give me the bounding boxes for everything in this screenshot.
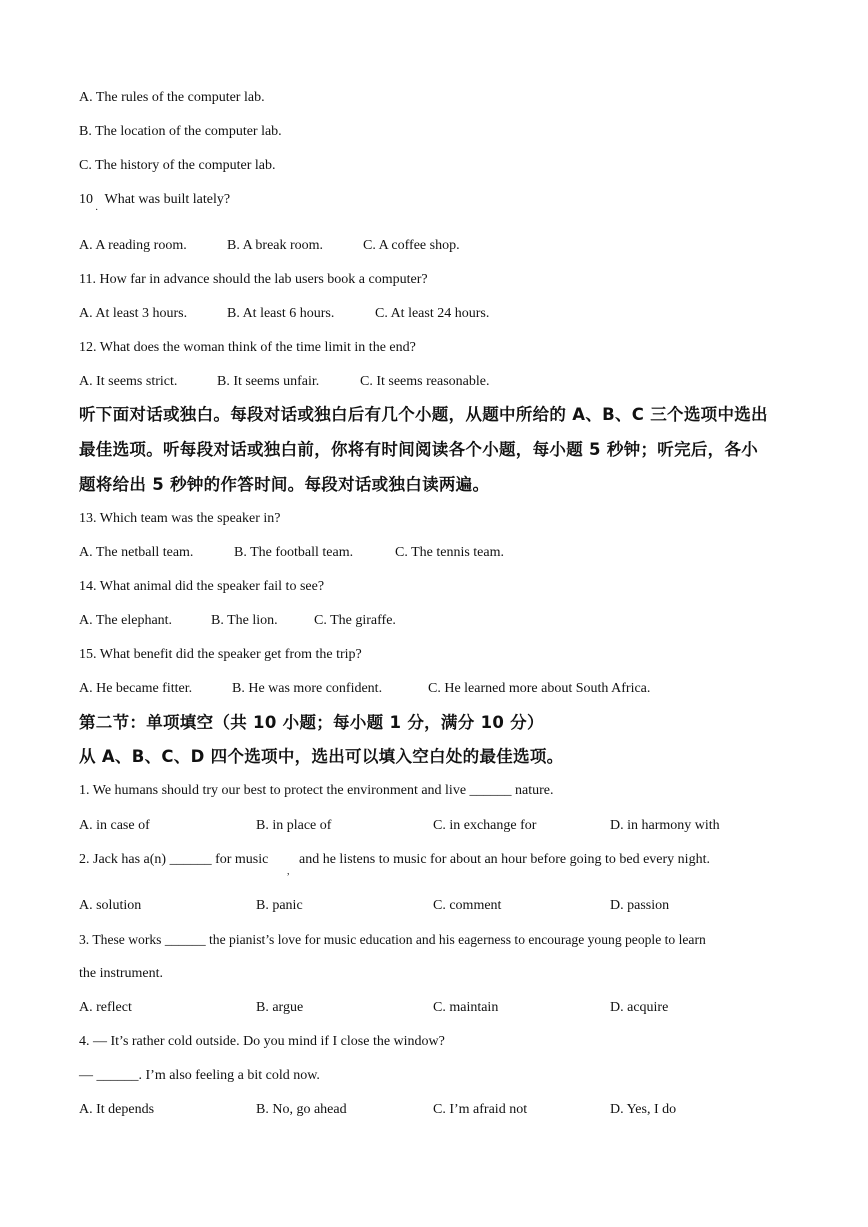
q1-option-c: C. in exchange for [433, 818, 537, 833]
stray-dot: · [95, 205, 99, 216]
q4-option-d: D. Yes, I do [610, 1102, 677, 1117]
q11-question: 11. How far in advance should the lab users book a computer? [79, 272, 428, 287]
q3-option-c: C. maintain [433, 1000, 499, 1015]
q12-option-a: A. It seems strict. [79, 374, 178, 389]
q11-option-c: C. At least 24 hours. [375, 306, 490, 321]
q10-option-b: B. A break room. [227, 238, 324, 253]
q10-question [79, 191, 230, 209]
q2-text-part2: and he listens to music for about an hour before going to bed every night. [299, 852, 710, 867]
q13-question: 13. Which team was the speaker in? [79, 511, 281, 526]
instruction-line-2: 最佳选项。听每段对话或独白前，你将有时间阅读各个小题，每小题 5 秒钟；听完后，各小 [79, 440, 759, 459]
q10-number: 10 [79, 192, 93, 207]
section2-heading: 第二节：单项填空（共 10 小题；每小题 1 分，满分 10 分） [79, 713, 544, 732]
q2-option-b: B. panic [256, 898, 303, 913]
q4-question-line1: 4. — It’s rather cold outside. Do you mind if I close the window? [79, 1034, 445, 1049]
q9-option-a: A. The rules of the computer lab. [79, 90, 265, 105]
q11-option-a: A. At least 3 hours. [79, 306, 188, 321]
q2-option-a: A. solution [79, 898, 142, 913]
q3-option-a: A. reflect [79, 1000, 132, 1015]
instruction-line-3: 题将给出 5 秒钟的作答时间。每段对话或独白读两遍。 [79, 475, 490, 494]
q9-option-c: C. The history of the computer lab. [79, 158, 276, 173]
q14-option-c: C. The giraffe. [314, 613, 396, 628]
q4-option-b: B. No, go ahead [256, 1102, 347, 1117]
q13-option-c: C. The tennis team. [395, 545, 504, 560]
q1-option-a: A. in case of [79, 818, 150, 833]
q15-option-c: C. He learned more about South Africa. [428, 681, 651, 696]
q10-option-a: A. A reading room. [79, 238, 187, 253]
q1-question: 1. We humans should try our best to protect the environment and live ______ nature. [79, 783, 554, 798]
q15-option-a: A. He became fitter. [79, 681, 193, 696]
q4-question-line2: — ______. I’m also feeling a bit cold now. [79, 1068, 320, 1083]
q4-option-c: C. I’m afraid not [433, 1102, 528, 1117]
q1-option-b: B. in place of [256, 818, 332, 833]
q3-option-d: D. acquire [610, 1000, 669, 1015]
q11-option-b: B. At least 6 hours. [227, 306, 335, 321]
q1-option-d: D. in harmony with [610, 818, 720, 833]
q10-text: What was built lately? [104, 192, 231, 207]
q2-text-part1: 2. Jack has a(n) ______ for music [79, 852, 269, 867]
q14-option-a: A. The elephant. [79, 613, 173, 628]
q4-option-a: A. It depends [79, 1102, 155, 1117]
q13-option-b: B. The football team. [234, 545, 354, 560]
q2-option-c: C. comment [433, 898, 502, 913]
q3-option-b: B. argue [256, 1000, 304, 1015]
q14-question: 14. What animal did the speaker fail to see? [79, 579, 325, 594]
q12-option-b: B. It seems unfair. [217, 374, 320, 389]
q13-option-a: A. The netball team. [79, 545, 194, 560]
q9-option-b: B. The location of the computer lab. [79, 124, 282, 139]
q12-option-c: C. It seems reasonable. [360, 374, 490, 389]
stray-comma: , [287, 866, 290, 877]
q3-question-line1: 3. These works ______ the pianist’s love for music education and his eagerness to encourage young people to learn [79, 932, 706, 947]
q15-question: 15. What benefit did the speaker get from the trip? [79, 647, 362, 662]
q10-option-c: C. A coffee shop. [363, 238, 460, 253]
q14-option-b: B. The lion. [211, 613, 278, 628]
section2-instruction: 从 A、B、C、D 四个选项中，选出可以填入空白处的最佳选项。 [79, 747, 564, 766]
q12-question: 12. What does the woman think of the time limit in the end? [79, 340, 416, 355]
instruction-line-1: 听下面对话或独白。每段对话或独白后有几个小题，从题中所给的 A、B、C 三个选项中选出 [79, 405, 768, 424]
q15-option-b: B. He was more confident. [232, 681, 383, 696]
q3-question-line2: the instrument. [79, 966, 163, 981]
q2-option-d: D. passion [610, 898, 670, 913]
